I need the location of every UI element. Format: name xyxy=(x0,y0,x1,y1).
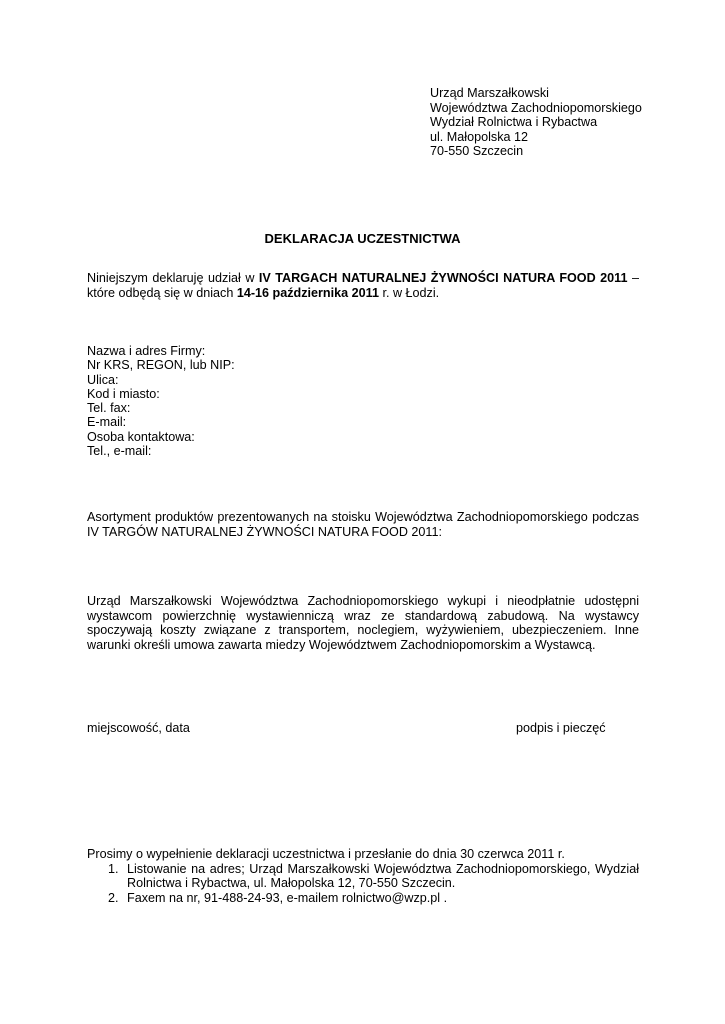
assortment-paragraph: Asortyment produktów prezentowanych na stoisku Województwa Zachodniopomorskiego podczas IV TARGÓW NATURALNEJ ŻYWNOŚCI NATURA FOOD 2011: xyxy=(87,510,639,539)
instructions-list xyxy=(87,862,639,906)
declaration-paragraph xyxy=(87,271,639,300)
list-text: Faxem na nr, 91-488-24-93, e-mailem rolnictwo@wzp.pl . xyxy=(127,890,448,905)
instructions-intro: Prosimy o wypełnienie deklaracji uczestnictwa i przesłanie do dnia 30 czerwca 2011 r. xyxy=(87,847,565,861)
field-label: Nr KRS, REGON, lub NIP: xyxy=(87,358,235,373)
address-line: Urząd Marszałkowski xyxy=(430,86,549,100)
declaration-text-2: – które odbędą się w dniach xyxy=(87,271,639,300)
address-line: ul. Małopolska 12 xyxy=(430,129,529,144)
address-line: 70-550 Szczecin xyxy=(430,144,524,158)
field-label: Kod i miasto: xyxy=(87,386,160,401)
place-date-label: miejscowość, data xyxy=(87,721,190,735)
list-item xyxy=(94,891,639,906)
field-label: E-mail: xyxy=(87,415,127,430)
event-dates: 14-16 października 2011 xyxy=(236,285,379,300)
company-fields xyxy=(87,344,235,458)
field-label: Tel. fax: xyxy=(87,401,131,416)
declaration-text-3: r. w Łodzi. xyxy=(378,285,440,300)
signature-stamp-label: podpis i pieczęć xyxy=(516,721,606,735)
terms-paragraph: Urząd Marszałkowski Województwa Zachodniopomorskiego wykupi i nieodpłatnie udostępni wystawcom powierzchnię wystawienniczą wraz ze standardową zabudową. Na wystawcy spoczywają koszty związane z transportem, noclegiem, wyżywieniem, ubezpieczeniem. Inne warunki określi umowa zawarta miedzy Województwem Zachodniopomorskim a Wystawcą. xyxy=(87,594,639,652)
submission-instructions xyxy=(87,847,639,905)
recipient-address xyxy=(430,86,642,159)
declaration-text-1: Niniejszym deklaruję udział w xyxy=(87,271,259,285)
list-number: 1. xyxy=(108,861,119,876)
field-label: Ulica: xyxy=(87,372,119,387)
field-label: Tel., e-mail: xyxy=(87,444,152,459)
field-label: Osoba kontaktowa: xyxy=(87,429,195,444)
event-name: IV TARGACH NATURALNEJ ŻYWNOŚCI NATURA FOOD 2011 xyxy=(258,271,628,285)
document-title: DEKLARACJA UCZESTNICTWA xyxy=(264,231,461,246)
list-item xyxy=(94,862,639,891)
field-label: Nazwa i adres Firmy: xyxy=(87,344,206,358)
address-line: Województwa Zachodniopomorskiego xyxy=(430,100,642,115)
list-number: 2. xyxy=(108,890,119,905)
list-text: Listowanie na adres; Urząd Marszałkowski Województwa Zachodniopomorskiego, Wydział Rolnictwa i Rybactwa, ul. Małopolska 12, 70-550 Szczecin. xyxy=(127,861,639,890)
address-line: Wydział Rolnictwa i Rybactwa xyxy=(430,115,598,129)
